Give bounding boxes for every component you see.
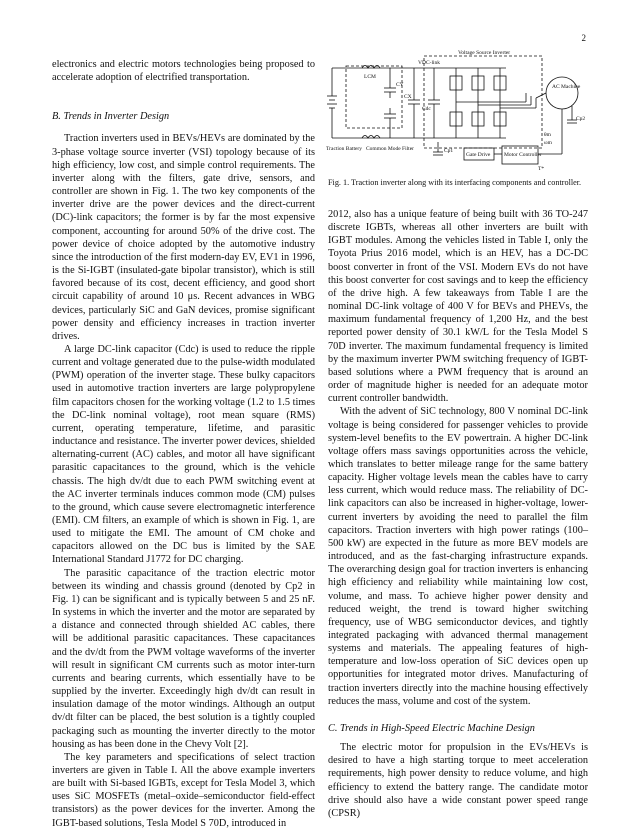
machine-label: AC Machine — [552, 84, 581, 90]
omega-label: ωm — [544, 140, 552, 146]
vsi-label: Voltage Source Inverter — [458, 50, 511, 56]
figure-caption: Fig. 1. Traction inverter along with its interfacing components and controller. — [328, 178, 582, 187]
cdc-label: Cdc — [422, 106, 431, 112]
theta-label: θm — [544, 132, 551, 138]
paragraph: A large DC-link capacitor (Cdc) is used to reduce the ripple current and voltage generated due to the pulse-width modulated (PWM) operation of the inverter stage. These bulky capacitors used in automotive traction inverters are large polypropylene film capacitors chosen for the working voltage (1.2 to 1.5 times the DC-link nominal voltage), root mean square (RMS) current, operating temperature, lifetime, and parasitic inductance and resistance. The inverter power devices, shielded alternating-current (AC) cables, and motor all have significant parasitic capacitances to the ground, which is the vehicle chassis. The high dv/dt due to each PWM switching event at the AC inverter terminals induces common mode (CM) pulses to the ground, which cause severe electromagnetic interference (EMI). CM filters, an example of which is shown in Fig. 1, are used to mitigate the EMI. The amount of CM choke and capacitors allowed on the DC bus is limited by the SAE International Standard J1772 for DC charging. — [52, 343, 315, 566]
cp1-label: Cp1 — [444, 148, 454, 154]
ac-machine-symbol — [546, 77, 578, 109]
cp2-label: Cp2 — [576, 116, 586, 122]
left-column — [52, 58, 315, 830]
page-number: 2 — [581, 33, 586, 43]
right-column — [328, 208, 588, 820]
section-b-heading: B. Trends in Inverter Design — [52, 111, 170, 123]
torque-label: T* — [538, 166, 545, 172]
paragraph: 2012, also has a unique feature of being built with 36 TO-247 discrete IGBTs, whereas all other inverters are built with IGBT modules. Among the vehicles listed in Table I, only the Toyota Prius 2016 model, which is an HEV, has a DC-DC boost converter in front of the VSI. Modern EVs do not have this boost converter for cost savings and to keep the efficiency of the drive high. A few takeaways from Table I are the nominal DC-link voltage of 400 V for BEVs and PHEVs, the maximum fundamental frequency of 1,200 Hz, and the best reported power density of 30.1 kW/L for the Tesla Model S 70D inverter. The maximum fundamental frequency is limited by the maximum inverter PWM switching frequency of IGBT-based solutions where a PWM frequency that is around an order of magnitude higher is needed for an adequate motor current controller bandwidth. — [328, 209, 588, 405]
cy-label: CY — [396, 82, 404, 88]
paragraph: Traction inverters used in BEVs/HEVs are dominated by the 3-phase voltage source inverter (VSI) topology because of its high efficiency, low cost, and simple control requirements. The inverter along with the filters, gate drive, sensors, and controller are shown in Fig. 1. The two key components of the inverter drive are the power devices and the direct-current (DC)-link capacitors; the former is by far the most expensive component, accounting for around 50% of the drive cost. The power device of choice adopted by the automotive industry since the introduction of the first modern-day EV, EV1 in 1996, is the Si-IGBT (insulated-gate bipolar transistor), which is still favored because of its cost, decent efficiency, and good short circuit capability of around 10 μs. Recent advances in WBG devices, particularly SiC and GaN devices, promise significant power density and efficiency increases in traction inverter drives. — [52, 133, 315, 342]
vdc-link-label: VDC-link — [418, 60, 440, 66]
cx-label: CX — [404, 94, 412, 100]
cm-filter-label: Common Mode Filter — [366, 146, 414, 152]
intro-paragraph: electronics and electric motors technologies being proposed to accelerate adoption of electrified transportation. — [52, 59, 315, 84]
section-c-heading: C. Trends in High-Speed Electric Machine Design — [328, 722, 535, 734]
paragraph: The parasitic capacitance of the traction electric motor between its winding and chassis ground (denoted by Cp2 in Fig. 1) can be significant and is typically between 5 and 25 nF. In systems in which the inverter and the motor are separated by a distance and connected through shielded AC cables, there will be additional parasitic capacitances. These capacitances and the dv/dt from the PWM voltage waveforms of the inverter will result in significant CM currents such as motor inter-turn currents and bearing currents, which essentially have to be supplied by the inverter. Exceedingly high dv/dt can result in insulation damage of the motor windings. Although an output dv/dt filter can be placed, the best solution is a tightly coupled packaging such as mounting the inverter directly to the motor housing as has been done in the Chevy Volt [2]. — [52, 567, 315, 750]
paragraph: The key parameters and specifications of select traction inverters are given in Table I. All the above example inverters are built with Si-based IGBTs, except for Tesla Model 3, which uses SiC MOSFETs (metal–oxide–semiconductor field-effect transistors) as the power devices for the inverter. Among the IGBT-based solutions, Tesla Model S 70D, introduced in — [52, 751, 315, 829]
gate-drive-label: Gate Drive — [466, 152, 491, 158]
lcm-label: LCM — [364, 74, 376, 80]
controller-label: Motor Controller — [504, 152, 542, 158]
paragraph: With the advent of SiC technology, 800 V nominal DC-link voltage is being considered for passenger vehicles to provide system-level benefits to the EV powertrain. A higher DC-link voltage offers mass savings opportunities across the vehicle, which translates to better mileage range for the same battery capacity. Higher voltage levels mean the cables have to carry less current, which would reduce mass. The reliability of DC-link capacitors can also be increased in higher-voltage, lower-current inverters by avoiding the need to parallel the film capacitors. Traction inverters with high power ratings (100–500 kW) are expected in the future as more BEV models are introduced, and as the fast-charging infrastructure expands. The overarching design goal for traction inverters is enhancing high efficiency and reliability while maintaining low cost, volume, and mass. To achieve higher power density and reduced weight, the trend is toward higher switching frequency, use of WBG semiconductor devices, and tightly integrated packaging with advanced thermal management systems and materials. The appealing features of high-temperature and low-loss operation of SiC devices open up opportunities for integrated motor drives. Manufacturing of traction inverters directly into the machine housing effectively reduces the mass, volume and cost of the system. — [328, 406, 588, 707]
battery-label: Traction Battery — [326, 146, 362, 152]
paragraph: The electric motor for propulsion in the EVs/HEVs is desired to have a high starting torque to meet acceleration requirements, high power density to reduce volume, and high efficiency to extend the battery range. The candidate motor drive should also have a wide constant power speed range (CPSR) — [328, 742, 588, 819]
inverter-circuit-diagram — [326, 48, 588, 173]
